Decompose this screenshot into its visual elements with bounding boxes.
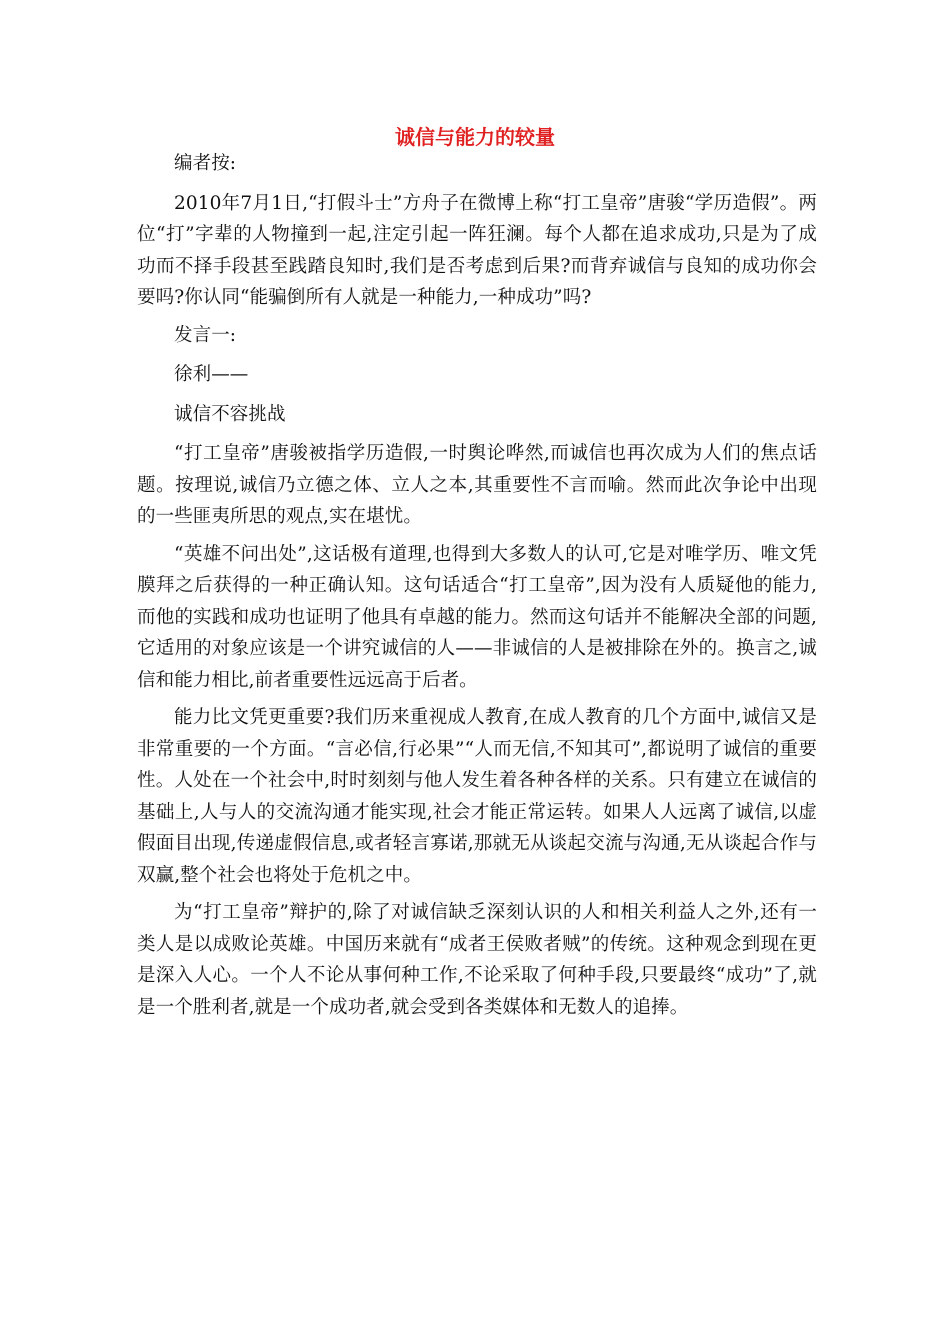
- speaker-name: 徐利——: [174, 364, 249, 385]
- body-paragraph: 能力比文凭更重要?我们历来重视成人教育,在成人教育的几个方面中,诚信又是非常重要的一个方面。“言必信,行必果”“人而无信,不知其可”,都说明了诚信的重要性。人处在一个社会中,时时刻刻与他人发生着各种各样的关系。只有建立在诚信的基础上,人与人的交流沟通才能实现,社会才能正常运转。如果人人远离了诚信,以虚假面目出现,传递虚假信息,或者轻言寡诺,那就无从谈起交流与沟通,无从谈起合作与双赢,整个社会也将处于危机之中。: [137, 707, 817, 886]
- body-paragraph: “英雄不问出处”,这话极有道理,也得到大多数人的认可,它是对唯学历、唯文凭膜拜之后获得的一种正确认知。这句话适合“打工皇帝”,因为没有人质疑他的能力,而他的实践和成功也证明了他具有卓越的能力。然而这句话并不能解决全部的问题,它适用的对象应该是一个讲究诚信的人——非诚信的人是被排除在外的。换言之,诚信和能力相比,前者重要性远远高于后者。: [137, 543, 817, 691]
- body-paragraph: “打工皇帝”唐骏被指学历造假,一时舆论哗然,而诚信也再次成为人们的焦点话题。按理说,诚信乃立德之体、立人之本,其重要性不言而喻。然而此次争论中出现的一些匪夷所思的观点,实在堪忧。: [137, 443, 817, 527]
- editor-note-paragraph: 2010年7月1日,“打假斗士”方舟子在微博上称“打工皇帝”唐骏“学历造假”。两位“打”字辈的人物撞到一起,注定引起一阵狂澜。每个人都在追求成功,只是为了成功而不择手段甚至践踏良知时,我们是否考虑到后果?而背弃诚信与良知的成功你会要吗?你认同“能骗倒所有人就是一种能力,一种成功”吗?: [137, 192, 817, 308]
- article-body: [137, 148, 817, 1029]
- body-paragraph: 为“打工皇帝”辩护的,除了对诚信缺乏深刻认识的人和相关利益人之外,还有一类人是以成败论英雄。中国历来就有“成者王侯败者贼”的传统。这种观念到现在更是深入人心。一个人不论从事何种工作,不论采取了何种手段,只要最终“成功”了,就是一个胜利者,就是一个成功者,就会受到各类媒体和无数人的追捧。: [137, 902, 817, 1018]
- editor-note-label: 编者按:: [174, 153, 237, 174]
- article-title: 诚信与能力的较量: [395, 125, 555, 149]
- section-heading: 诚信不容挑战: [174, 403, 286, 425]
- speech-one-label: 发言一:: [174, 324, 237, 346]
